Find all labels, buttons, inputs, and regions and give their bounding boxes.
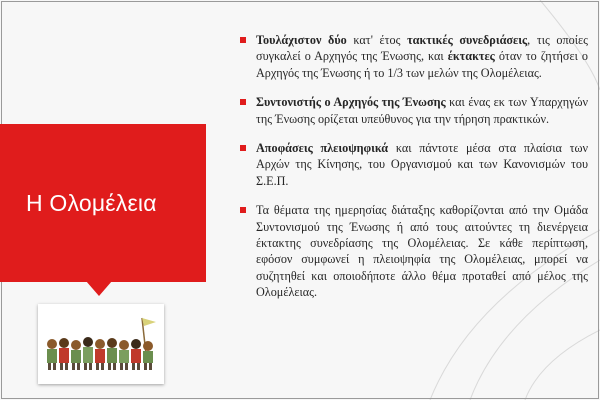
bullet-text: Τα θέματα της ημερησίας διάταξης καθορίζονται από την Ομάδα Συντονισμού της Ένωσης ή από τους αιτούντες τη διενέργεια έκτακτης συνεδρίασης της Ολομέλειας. Σε κάθε περίπτωση, εφόσον συμφωνεί η πλειοψηφία της Ολομέλειας, μπορεί να συζητηθεί και οποιοδήποτε άλλο θέμα προταθεί από μέλος της Ολομέλειας.	[256, 203, 588, 300]
bullet-item	[238, 140, 588, 189]
bullet-bold-text: τακτικές συνεδριάσεις	[407, 33, 528, 47]
bullet-text: και πάντοτε μέσα στα πλαίσια των Αρχών της Κίνησης, του Οργανισμού και των Κανονισμών του Σ.Ε.Π.	[256, 141, 589, 188]
bullet-text: , τις οποίες συγκαλεί ο Αρχηγός της Ένωσης, και	[256, 33, 588, 64]
red-square-bullet-icon	[240, 99, 246, 105]
bullet-bold-text: έκτακτες	[447, 49, 495, 64]
bullet-text: κατ' έτος	[346, 33, 408, 47]
red-square-bullet-icon	[240, 145, 246, 151]
bullet-bold-text: Συντονιστής ο Αρχηγός της Ένωσης	[256, 95, 446, 110]
bullet-item	[238, 94, 588, 127]
red-square-bullet-icon	[240, 37, 246, 43]
bullet-text: όταν το ζητήσει ο Αρχηγός της Ένωσης ή το 1/3 των μελών της Ολομέλειας.	[256, 49, 588, 80]
bullet-item	[238, 32, 588, 81]
title-pointer	[86, 281, 112, 296]
bullet-text: και ένας εκ των Υπαρχηγών της Ένωσης ορίζεται υπεύθυνος για την τήρηση πρακτικών.	[256, 95, 588, 126]
bullet-bold-text: Τουλάχιστον δύο	[256, 33, 347, 47]
slide-title: Η Ολομέλεια	[26, 189, 157, 216]
scouts-group-image	[38, 304, 164, 384]
bullet-item	[238, 202, 588, 300]
bullet-bold-text: Αποφάσεις πλειοψηφικά	[256, 141, 389, 156]
bullet-list	[238, 32, 588, 314]
scouts-group-illustration	[38, 304, 164, 384]
red-square-bullet-icon	[240, 207, 246, 213]
title-box	[0, 124, 206, 282]
